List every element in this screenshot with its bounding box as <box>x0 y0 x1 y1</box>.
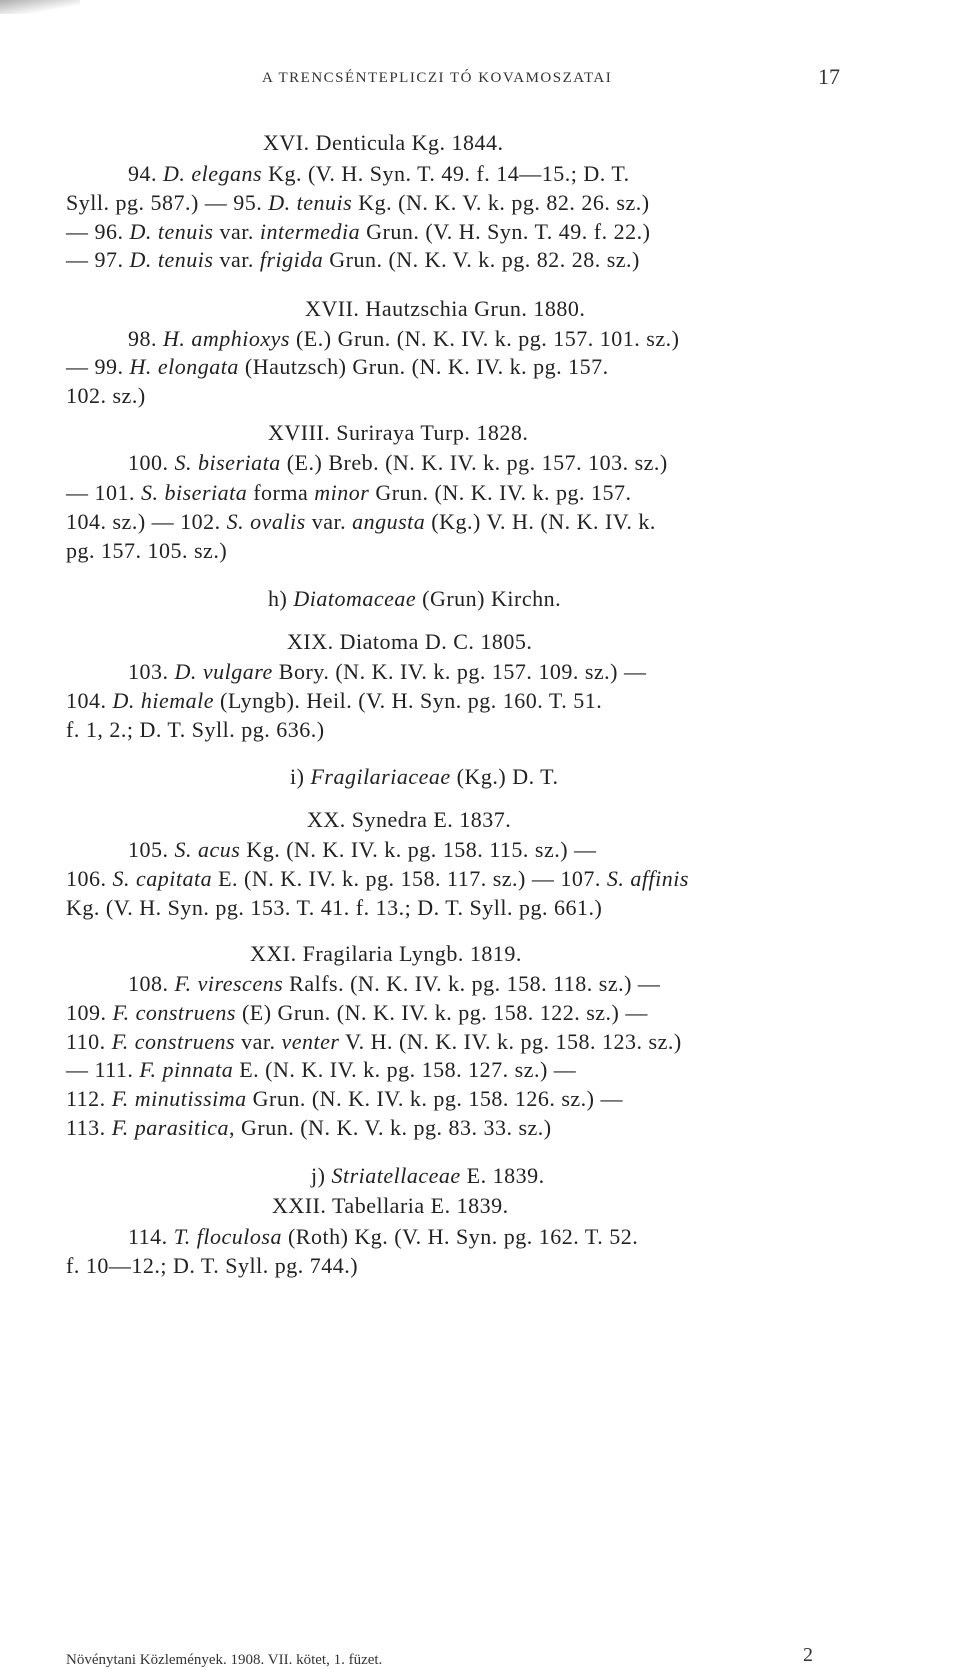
text-line: 112. F. minutissima Grun. (N. K. IV. k. pg. 158. 126. sz.) — <box>66 1086 623 1111</box>
text-line: 106. S. capitata E. (N. K. IV. k. pg. 158. 117. sz.) — 107. S. affinis <box>66 866 689 891</box>
text-line: 109. F. construens (E) Grun. (N. K. IV. k. pg. 158. 122. sz.) — <box>66 1000 648 1025</box>
text-line: 114. T. floculosa (Roth) Kg. (V. H. Syn. pg. 162. T. 52. <box>128 1224 639 1249</box>
scan-edge-mark <box>0 0 80 14</box>
text-line: — 101. S. biseriata forma minor Grun. (N. K. IV. k. pg. 157. <box>66 480 632 505</box>
text-line: f. 1, 2.; D. T. Syll. pg. 636.) <box>66 717 325 742</box>
text-line: — 96. D. tenuis var. intermedia Grun. (V. H. Syn. T. 49. f. 22.) <box>66 219 651 244</box>
printer-signature: 2 <box>803 1644 813 1666</box>
text-line: 104. D. hiemale (Lyngb). Heil. (V. H. Syn. pg. 160. T. 51. <box>66 688 603 713</box>
text-line: XVI. Denticula Kg. 1844. <box>263 130 504 155</box>
text-line: XIX. Diatoma D. C. 1805. <box>287 629 533 654</box>
text-line: 110. F. construens var. venter V. H. (N. K. IV. k. pg. 158. 123. sz.) <box>66 1029 682 1054</box>
text-line: — 99. H. elongata (Hautzsch) Grun. (N. K. IV. k. pg. 157. <box>66 354 609 379</box>
text-line: — 111. F. pinnata E. (N. K. IV. k. pg. 158. 127. sz.) — <box>66 1057 577 1082</box>
page-number: 17 <box>818 64 840 89</box>
text-line: 104. sz.) — 102. S. ovalis var. angusta (Kg.) V. H. (N. K. IV. k. <box>66 509 656 534</box>
text-line: i) Fragilariaceae (Kg.) D. T. <box>290 764 559 789</box>
text-line: h) Diatomaceae (Grun) Kirchn. <box>268 586 562 611</box>
text-line: XVII. Hautzschia Grun. 1880. <box>305 296 586 321</box>
journal-footer: Növénytani Közlemények. 1908. VII. kötet, 1. füzet. <box>66 1652 383 1668</box>
text-line: 98. H. amphioxys (E.) Grun. (N. K. IV. k. pg. 157. 101. sz.) <box>128 326 680 351</box>
text-line: XX. Synedra E. 1837. <box>307 807 512 832</box>
text-line: Syll. pg. 587.) — 95. D. tenuis Kg. (N. K. V. k. pg. 82. 26. sz.) <box>66 190 650 215</box>
text-line: j) Striatellaceae E. 1839. <box>311 1163 545 1188</box>
text-line: 103. D. vulgare Bory. (N. K. IV. k. pg. 157. 109. sz.) — <box>128 659 647 684</box>
text-line: Kg. (V. H. Syn. pg. 153. T. 41. f. 13.; D. T. Syll. pg. 661.) <box>66 895 603 920</box>
text-line: 105. S. acus Kg. (N. K. IV. k. pg. 158. 115. sz.) — <box>128 837 597 862</box>
text-line: pg. 157. 105. sz.) <box>66 538 228 563</box>
text-line: f. 10—12.; D. T. Syll. pg. 744.) <box>66 1253 359 1278</box>
text-line: 100. S. biseriata (E.) Breb. (N. K. IV. k. pg. 157. 103. sz.) <box>128 450 668 475</box>
text-line: 94. D. elegans Kg. (V. H. Syn. T. 49. f. 14—15.; D. T. <box>128 161 630 186</box>
running-title: A TRENCSÉNTEPLICZI TÓ KOVAMOSZATAI <box>262 70 613 86</box>
text-line: — 97. D. tenuis var. frigida Grun. (N. K. V. k. pg. 82. 28. sz.) <box>66 247 640 272</box>
text-line: XXII. Tabellaria E. 1839. <box>272 1193 509 1218</box>
text-line: 113. F. parasitica, Grun. (N. K. V. k. pg. 83. 33. sz.) <box>66 1115 552 1140</box>
text-line: 102. sz.) <box>66 383 146 408</box>
text-line: 108. F. virescens Ralfs. (N. K. IV. k. pg. 158. 118. sz.) — <box>128 971 661 996</box>
text-line: XVIII. Suriraya Turp. 1828. <box>268 420 529 445</box>
text-line: XXI. Fragilaria Lyngb. 1819. <box>250 941 522 966</box>
